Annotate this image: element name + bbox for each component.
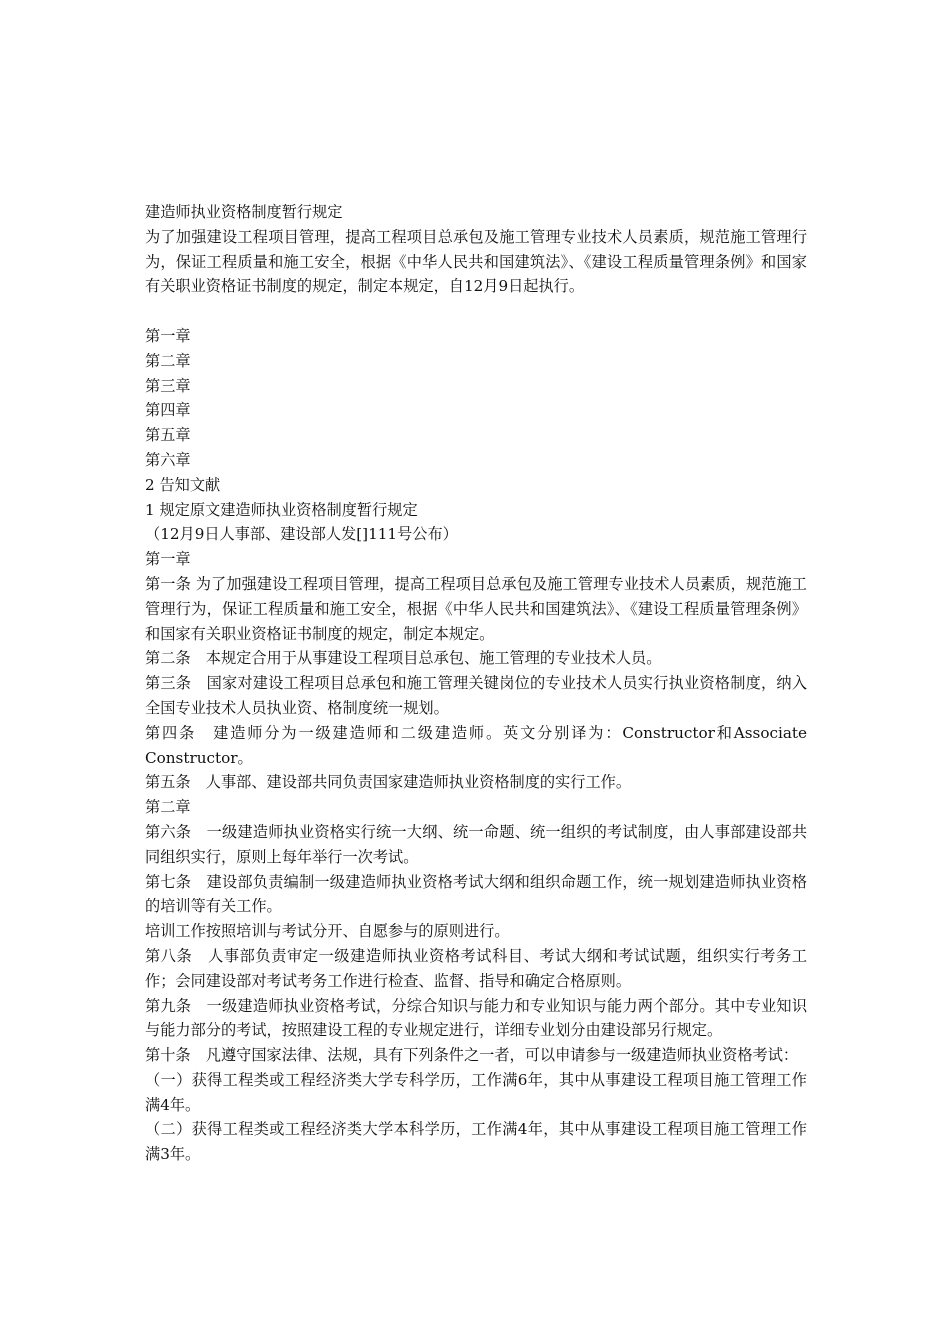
article-5: 第五条 人事部、建设部共同负责国家建造师执业资格制度的实行工作。 [145, 773, 631, 792]
article-4: 第四条 建造师分为一级建造师和二级建造师。英文分别译为：Constructor和Associate Constructor。 [145, 723, 812, 767]
spacer [145, 299, 807, 324]
condition-item-2: （二）获得工程类或工程经济类大学本科学历，工作满4年，其中从事建设工程项目施工管理工作满3年。 [145, 1120, 807, 1164]
toc-item: 第五章 [145, 426, 191, 445]
article-9: 第九条 一级建造师执业资格考试，分综合知识与能力和专业知识与能力两个部分。其中专业知识与能力部分的考试，按照建设工程的专业规定进行，详细专业划分由建设部另行规定。 [145, 996, 807, 1040]
toc-item: 第三章 [145, 376, 191, 395]
chapter-heading: 第二章 [145, 798, 191, 817]
chapter-heading: 第一章 [145, 550, 191, 569]
article-3: 第三条 国家对建设工程项目总承包和施工管理关键岗位的专业技术人员实行执业资格制度，纳入全国专业技术人员执业资、格制度统一规划。 [145, 674, 807, 717]
intro-paragraph: 为了加强建设工程项目管理，提高工程项目总承包及施工管理专业技术人员素质，规范施工管理行为，保证工程质量和施工安全，根据《中华人民共和国建筑法》、《建设工程质量管理条例》和国家有关职业资格证书制度的规定，制定本规定，自12月9日起执行。 [145, 227, 807, 296]
condition-item-1: （一）获得工程类或工程经济类大学专科学历，工作满6年，其中从事建设工程项目施工管理工作满4年。 [145, 1070, 807, 1114]
issuance-note: （12月9日人事部、建设部人发[]111号公布） [145, 525, 458, 544]
article-7-note: 培训工作按照培训与考试分开、自愿参与的原则进行。 [145, 922, 510, 941]
original-text-heading: 1 规定原文建造师执业资格制度暂行规定 [145, 500, 418, 519]
article-6: 第六条 一级建造师执业资格实行统一大纲、统一命题、统一组织的考试制度，由人事部建设部共同组织实行，原则上每年举行一次考试。 [145, 822, 807, 866]
document-title: 建造师执业资格制度暂行规定 [145, 203, 343, 221]
article-1: 第一条 为了加强建设工程项目管理，提高工程项目总承包及施工管理专业技术人员素质，规范施工管理行为，保证工程质量和施工安全，根据《中华人民共和国建筑法》、《建设工程质量管理条例》和国家有关职业资格证书制度的规定，制定本规定。 [145, 574, 807, 643]
article-8: 第八条 人事部负责审定一级建造师执业资格考试科目、考试大纲和考试试题，组织实行考务工作；会同建设部对考试考务工作进行检查、监督、指导和确定合格原则。 [145, 946, 807, 990]
article-2: 第二条 本规定合用于从事建设工程项目总承包、施工管理的专业技术人员。 [145, 649, 662, 668]
reference-heading: 2 告知文献 [145, 475, 221, 494]
article-10: 第十条 凡遵守国家法律、法规，具有下列条件之一者，可以申请参与一级建造师执业资格考试： [145, 1046, 799, 1065]
toc-item: 第一章 [145, 326, 191, 345]
toc-item: 第六章 [145, 450, 191, 469]
document-page [145, 200, 812, 1167]
article-7: 第七条 建设部负责编制一级建造师执业资格考试大纲和组织命题工作，统一规划建造师执业资格的培训等有关工作。 [145, 872, 807, 916]
toc-item: 第四章 [145, 401, 191, 420]
toc-item: 第二章 [145, 351, 191, 370]
